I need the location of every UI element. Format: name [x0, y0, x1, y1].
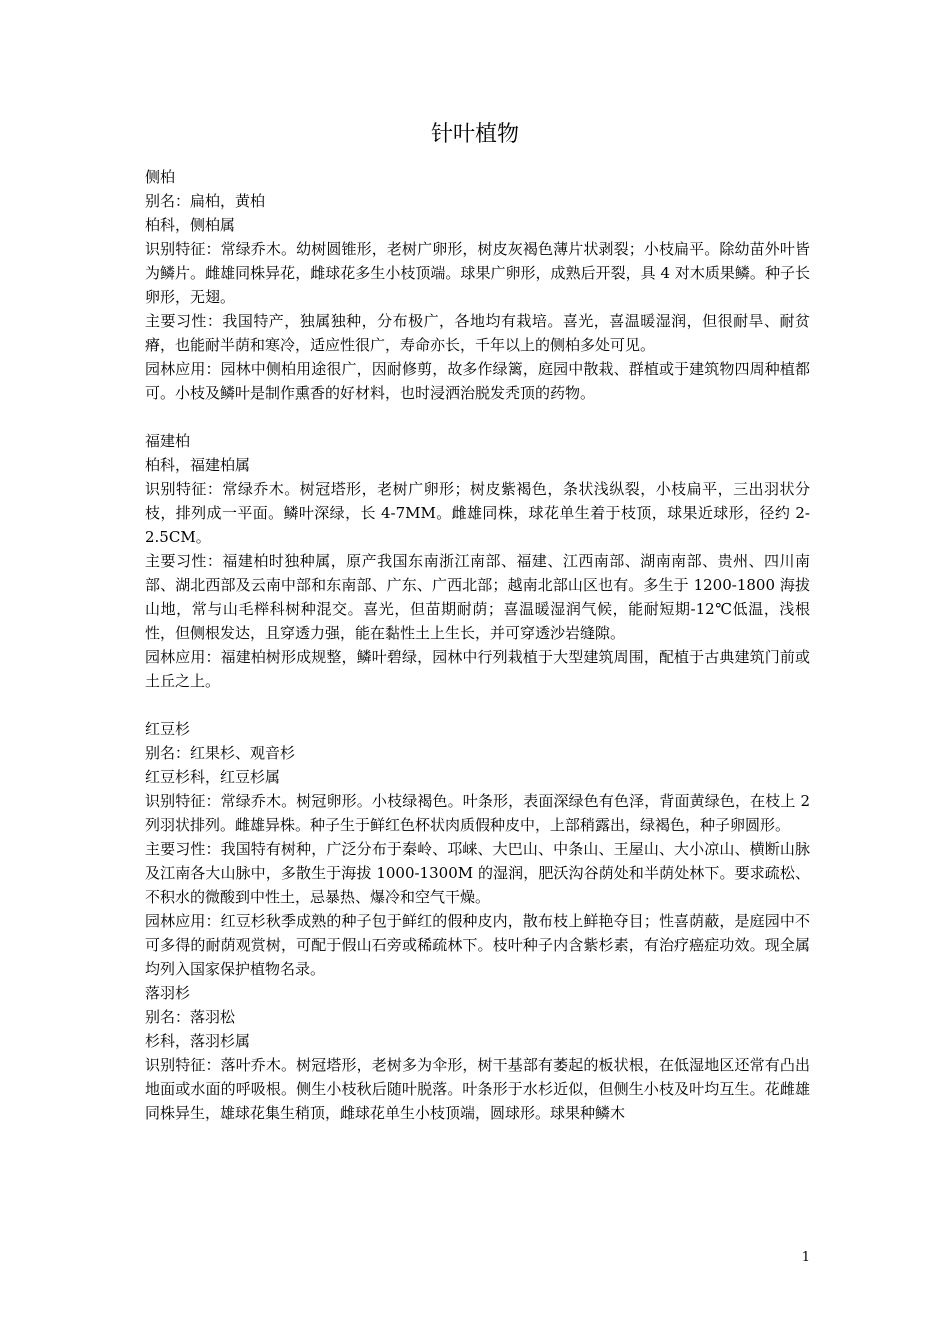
section-hongdoushan — [145, 717, 810, 981]
section-luoyushan — [145, 981, 810, 1125]
section-identification: 识别特征：常绿乔木。树冠塔形，老树广卵形；树皮紫褐色，条状浅纵裂，小枝扁平，三出羽状分枝，排列成一平面。鳞叶深绿，长 4-7MM。雌雄同株，球花单生着于枝顶，球果近球形，径约 2-2.5CM。 — [145, 480, 810, 546]
section-family: 柏科，福建柏属 — [145, 456, 251, 474]
section-fujianbai — [145, 429, 810, 693]
section-application: 园林应用：红豆杉秋季成熟的种子包于鲜红的假种皮内，散布枝上鲜艳夺目；性喜荫蔽，是庭园中不可多得的耐荫观赏树，可配于假山石旁或稀疏林下。枝叶种子内含紫杉素，有治疗癌症功效。现全属均列入国家保护植物名录。 — [145, 912, 810, 978]
section-identification: 识别特征：落叶乔木。树冠塔形，老树多为伞形，树干基部有萎起的板状根，在低湿地区还常有凸出地面或水面的呼吸根。侧生小枝秋后随叶脱落。叶条形于水杉近似，但侧生小枝及叶均互生。花雌雄同株异生，雄球花集生稍顶，雌球花单生小枝顶端，圆球形。球果种鳞木 — [145, 1056, 810, 1122]
section-heading: 福建柏 — [145, 432, 191, 450]
section-application: 园林应用：园林中侧柏用途很广，因耐修剪，故多作绿篱，庭园中散栽、群植或于建筑物四周种植都可。小枝及鳞叶是制作熏香的好材料，也时浸洒治脱发秃顶的药物。 — [145, 360, 810, 402]
section-identification: 识别特征：常绿乔木。幼树圆锥形，老树广卵形，树皮灰褐色薄片状剥裂；小枝扁平。除幼苗外叶皆为鳞片。雌雄同株异花，雌球花多生小枝顶端。球果广卵形，成熟后开裂，具 4 对木质果鳞。种子长卵形，无翅。 — [145, 240, 810, 306]
section-alias: 别名：扁柏，黄柏 — [145, 192, 266, 210]
section-heading: 落羽杉 — [145, 984, 191, 1002]
document-title: 针叶植物 — [430, 122, 519, 147]
section-alias: 别名：红果杉、观音杉 — [145, 744, 296, 762]
page-number: 1 — [801, 1250, 810, 1265]
section-spacer — [145, 405, 810, 429]
section-application: 园林应用：福建柏树形成规整，鳞叶碧绿，园林中行列栽植于大型建筑周围，配植于古典建筑门前或土丘之上。 — [145, 648, 810, 690]
section-spacer — [145, 693, 810, 717]
section-family: 柏科，侧柏属 — [145, 216, 236, 234]
section-alias: 别名：落羽松 — [145, 1008, 236, 1026]
section-identification: 识别特征：常绿乔木。树冠卵形。小枝绿褐色。叶条形，表面深绿色有色泽，背面黄绿色，在枝上 2 列羽状排列。雌雄异株。种子生于鲜红色杯状肉质假种皮中，上部稍露出，绿褐色，种子卵圆形。 — [145, 792, 810, 834]
section-heading: 侧柏 — [145, 168, 176, 186]
section-habits: 主要习性：福建柏时独种属，原产我国东南浙江南部、福建、江西南部、湖南南部、贵州、四川南部、湖北西部及云南中部和东南部、广东、广西北部；越南北部山区也有。多生于 1200-1800 海拔山地，常与山毛榉科树种混交。喜光，但苗期耐荫；喜温暖湿润气候，能耐短期-12℃低温，浅根性，但侧根发达，且穿透力强，能在黏性土上生长，并可穿透沙岩缝隙。 — [145, 552, 810, 642]
section-habits: 主要习性：我国特有树种，广泛分布于秦岭、邛崃、大巴山、中条山、王屋山、大小凉山、横断山脉及江南各大山脉中，多散生于海拔 1000-1300M 的湿润，肥沃沟谷荫处和半荫处林下。要求疏松、不积水的微酸到中性土，忌暴热、爆冷和空气干燥。 — [145, 840, 810, 906]
section-family: 红豆杉科，红豆杉属 — [145, 768, 281, 786]
section-habits: 主要习性：我国特产，独属独种，分布极广，各地均有栽培。喜光，喜温暖湿润，但很耐旱、耐贫瘠，也能耐半荫和寒冷，适应性很广，寿命亦长，千年以上的侧柏多处可见。 — [145, 312, 810, 354]
section-cebai — [145, 165, 810, 405]
section-family: 杉科，落羽杉属 — [145, 1032, 251, 1050]
document-body — [145, 165, 810, 1125]
section-heading: 红豆杉 — [145, 720, 191, 738]
